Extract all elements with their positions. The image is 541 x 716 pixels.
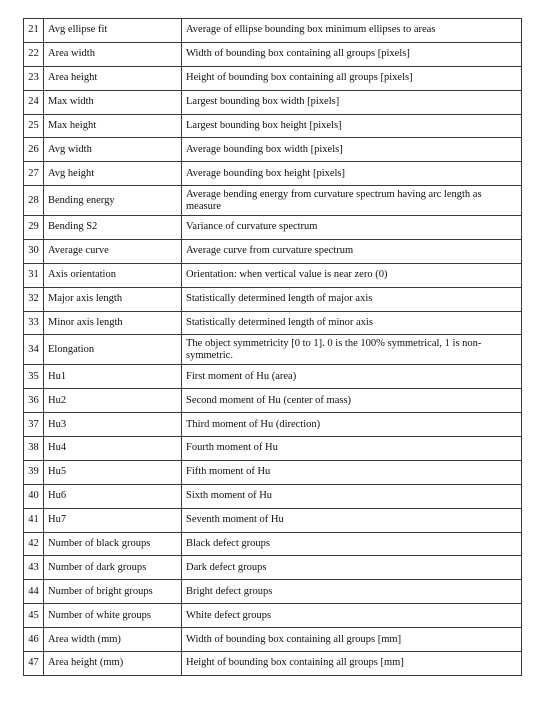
feature-name: Bending energy — [44, 186, 182, 216]
feature-description: Fourth moment of Hu — [182, 436, 522, 460]
row-number: 42 — [24, 532, 44, 556]
row-number: 23 — [24, 66, 44, 90]
feature-description: Height of bounding box containing all groups [mm] — [182, 651, 522, 675]
feature-name: Hu7 — [44, 508, 182, 532]
table-row — [24, 532, 522, 556]
row-number: 40 — [24, 484, 44, 508]
row-number: 28 — [24, 186, 44, 216]
feature-description: Average of ellipse bounding box minimum ellipses to areas — [182, 19, 522, 43]
feature-description: Statistically determined length of minor axis — [182, 311, 522, 335]
feature-description: Bright defect groups — [182, 580, 522, 604]
feature-description: Average curve from curvature spectrum — [182, 239, 522, 263]
feature-name: Area width — [44, 42, 182, 66]
row-number: 22 — [24, 42, 44, 66]
row-number: 36 — [24, 389, 44, 413]
feature-description: Largest bounding box height [pixels] — [182, 114, 522, 138]
feature-description: Sixth moment of Hu — [182, 484, 522, 508]
feature-name: Elongation — [44, 335, 182, 365]
feature-name: Hu5 — [44, 460, 182, 484]
table-row — [24, 436, 522, 460]
row-number: 38 — [24, 436, 44, 460]
feature-description: Average bounding box height [pixels] — [182, 162, 522, 186]
table-row — [24, 651, 522, 675]
feature-description: The object symmetricity [0 to 1]. 0 is the 100% symmetrical, 1 is non-symmetric. — [182, 335, 522, 365]
feature-description: Third moment of Hu (direction) — [182, 413, 522, 437]
row-number: 33 — [24, 311, 44, 335]
feature-description: Width of bounding box containing all groups [mm] — [182, 628, 522, 652]
row-number: 37 — [24, 413, 44, 437]
feature-name: Minor axis length — [44, 311, 182, 335]
table-row — [24, 460, 522, 484]
row-number: 34 — [24, 335, 44, 365]
row-number: 44 — [24, 580, 44, 604]
table-row — [24, 335, 522, 365]
feature-description: Largest bounding box width [pixels] — [182, 90, 522, 114]
feature-table-body — [24, 19, 522, 676]
table-row — [24, 42, 522, 66]
table-row — [24, 90, 522, 114]
row-number: 46 — [24, 628, 44, 652]
row-number: 45 — [24, 604, 44, 628]
table-row — [24, 19, 522, 43]
feature-description: Orientation: when vertical value is near zero (0) — [182, 263, 522, 287]
feature-name: Avg height — [44, 162, 182, 186]
feature-name: Number of white groups — [44, 604, 182, 628]
feature-name: Hu2 — [44, 389, 182, 413]
feature-description: Average bending energy from curvature spectrum having arc length as measure — [182, 186, 522, 216]
table-row — [24, 311, 522, 335]
feature-name: Avg ellipse fit — [44, 19, 182, 43]
feature-description: Variance of curvature spectrum — [182, 216, 522, 240]
row-number: 30 — [24, 239, 44, 263]
row-number: 39 — [24, 460, 44, 484]
table-row — [24, 389, 522, 413]
table-row — [24, 556, 522, 580]
feature-name: Number of bright groups — [44, 580, 182, 604]
table-row — [24, 138, 522, 162]
table-row — [24, 186, 522, 216]
feature-description: Height of bounding box containing all groups [pixels] — [182, 66, 522, 90]
row-number: 29 — [24, 216, 44, 240]
feature-name: Hu4 — [44, 436, 182, 460]
table-row — [24, 66, 522, 90]
table-row — [24, 365, 522, 389]
feature-name: Area width (mm) — [44, 628, 182, 652]
table-row — [24, 162, 522, 186]
feature-name: Hu1 — [44, 365, 182, 389]
row-number: 27 — [24, 162, 44, 186]
feature-name: Hu3 — [44, 413, 182, 437]
row-number: 31 — [24, 263, 44, 287]
feature-name: Number of dark groups — [44, 556, 182, 580]
feature-name: Major axis length — [44, 287, 182, 311]
feature-name: Axis orientation — [44, 263, 182, 287]
feature-description: Statistically determined length of major axis — [182, 287, 522, 311]
feature-table — [23, 18, 522, 676]
table-row — [24, 413, 522, 437]
table-row — [24, 628, 522, 652]
feature-name: Max height — [44, 114, 182, 138]
feature-description: Seventh moment of Hu — [182, 508, 522, 532]
table-row — [24, 263, 522, 287]
table-row — [24, 508, 522, 532]
row-number: 41 — [24, 508, 44, 532]
row-number: 21 — [24, 19, 44, 43]
row-number: 47 — [24, 651, 44, 675]
feature-name: Max width — [44, 90, 182, 114]
table-row — [24, 484, 522, 508]
row-number: 24 — [24, 90, 44, 114]
feature-name: Hu6 — [44, 484, 182, 508]
feature-name: Average curve — [44, 239, 182, 263]
feature-description: Dark defect groups — [182, 556, 522, 580]
table-row — [24, 239, 522, 263]
table-row — [24, 216, 522, 240]
table-row — [24, 114, 522, 138]
row-number: 26 — [24, 138, 44, 162]
feature-description: Width of bounding box containing all groups [pixels] — [182, 42, 522, 66]
row-number: 35 — [24, 365, 44, 389]
row-number: 43 — [24, 556, 44, 580]
feature-name: Avg width — [44, 138, 182, 162]
row-number: 32 — [24, 287, 44, 311]
feature-description: Fifth moment of Hu — [182, 460, 522, 484]
feature-description: Black defect groups — [182, 532, 522, 556]
feature-description: White defect groups — [182, 604, 522, 628]
feature-description: First moment of Hu (area) — [182, 365, 522, 389]
feature-name: Number of black groups — [44, 532, 182, 556]
feature-name: Bending S2 — [44, 216, 182, 240]
feature-description: Average bounding box width [pixels] — [182, 138, 522, 162]
table-row — [24, 580, 522, 604]
table-row — [24, 287, 522, 311]
feature-name: Area height (mm) — [44, 651, 182, 675]
row-number: 25 — [24, 114, 44, 138]
table-row — [24, 604, 522, 628]
feature-name: Area height — [44, 66, 182, 90]
feature-description: Second moment of Hu (center of mass) — [182, 389, 522, 413]
